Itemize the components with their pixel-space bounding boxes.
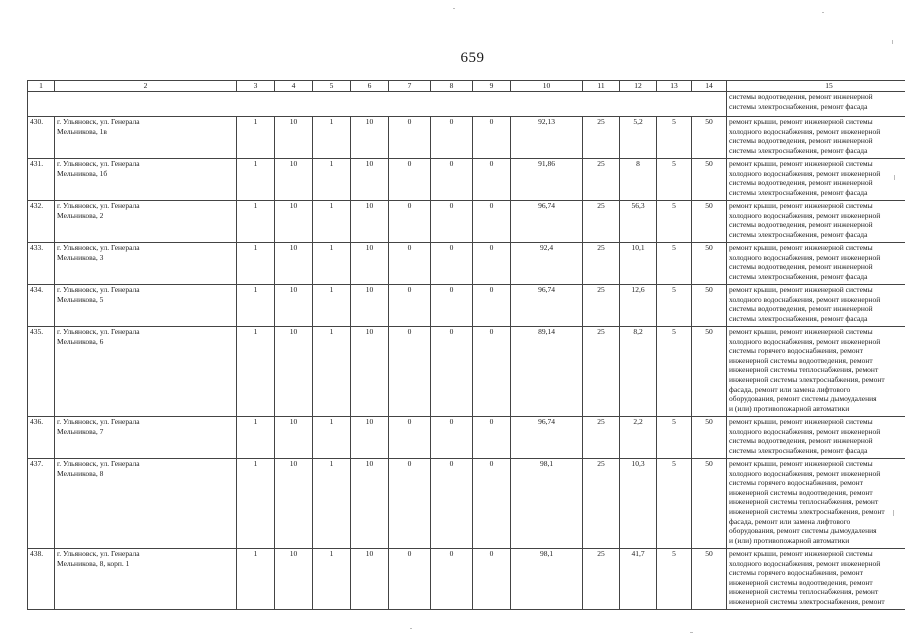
value-c6: 10 — [351, 549, 389, 610]
value-c11: 25 — [583, 417, 620, 459]
value-c8: 0 — [431, 327, 473, 417]
continuation-row — [28, 92, 905, 117]
value-c9: 0 — [473, 243, 511, 285]
continuation-line: системы электроснабжения, ремонт фасада — [729, 101, 868, 111]
works-line: инженерной системы водоотведения, ремонт — [729, 355, 873, 365]
value-c9: 0 — [473, 327, 511, 417]
value-c10: 96,74 — [511, 201, 583, 243]
table-row — [28, 117, 905, 159]
works-cell — [727, 243, 905, 285]
works-line: системы электроснабжения, ремонт фасада — [729, 187, 868, 197]
value-c4: 10 — [275, 417, 313, 459]
value-c14: 50 — [692, 117, 727, 159]
value-c14: 50 — [692, 459, 727, 549]
address-cell — [55, 201, 237, 243]
value-c14: 50 — [692, 417, 727, 459]
column-number-row — [28, 81, 905, 92]
value-c6: 10 — [351, 459, 389, 549]
column-number-15: 15 — [727, 81, 905, 92]
value-c12: 56,3 — [620, 201, 657, 243]
table-row — [28, 201, 905, 243]
value-c8: 0 — [431, 201, 473, 243]
scan-speck — [822, 12, 824, 13]
works-line: холодного водоснабжения, ремонт инженерной — [729, 210, 881, 220]
value-c9: 0 — [473, 159, 511, 201]
value-c11: 25 — [583, 243, 620, 285]
value-c7: 0 — [389, 549, 431, 610]
value-c6: 10 — [351, 159, 389, 201]
value-c14: 50 — [692, 285, 727, 327]
value-c7: 0 — [389, 417, 431, 459]
value-c12: 8,2 — [620, 327, 657, 417]
address-line: Мельникова, 5 — [57, 294, 104, 304]
works-line: инженерной системы электроснабжения, ремонт — [729, 596, 885, 606]
value-c3: 1 — [237, 327, 275, 417]
column-number-14: 14 — [692, 81, 727, 92]
address-cell — [55, 285, 237, 327]
address-line: г. Ульяновск, ул. Генерала — [57, 417, 140, 426]
value-c9: 0 — [473, 201, 511, 243]
works-line: ремонт крыши, ремонт инженерной системы — [729, 327, 873, 336]
value-c13: 5 — [657, 549, 692, 610]
value-c11: 25 — [583, 327, 620, 417]
value-c10: 92,13 — [511, 117, 583, 159]
works-line: холодного водоснабжения, ремонт инженерной — [729, 252, 881, 262]
scan-speck — [690, 632, 693, 633]
address-line: г. Ульяновск, ул. Генерала — [57, 117, 140, 126]
works-line: холодного водоснабжения, ремонт инженерной — [729, 558, 881, 568]
value-c3: 1 — [237, 549, 275, 610]
value-c12: 10,1 — [620, 243, 657, 285]
address-line: Мельникова, 1в — [57, 126, 107, 136]
value-c4: 10 — [275, 201, 313, 243]
value-c10: 92,4 — [511, 243, 583, 285]
value-c9: 0 — [473, 117, 511, 159]
value-c7: 0 — [389, 159, 431, 201]
value-c12: 12,6 — [620, 285, 657, 327]
value-c6: 10 — [351, 243, 389, 285]
value-c5: 1 — [313, 549, 351, 610]
value-c8: 0 — [431, 117, 473, 159]
value-c3: 1 — [237, 159, 275, 201]
column-number-4: 4 — [275, 81, 313, 92]
value-c8: 0 — [431, 243, 473, 285]
value-c13: 5 — [657, 459, 692, 549]
row-number: 438. — [28, 549, 55, 610]
works-line: системы водоотведения, ремонт инженерной — [729, 436, 873, 446]
works-cell — [727, 159, 905, 201]
address-cell — [55, 549, 237, 610]
value-c10: 98,1 — [511, 549, 583, 610]
works-line: инженерной системы электроснабжения, ремонт — [729, 506, 885, 516]
works-line: оборудования, ремонт системы дымоудаления — [729, 526, 877, 536]
address-line: г. Ульяновск, ул. Генерала — [57, 327, 140, 336]
works-line: ремонт крыши, ремонт инженерной системы — [729, 549, 873, 558]
value-c7: 0 — [389, 201, 431, 243]
table-row — [28, 327, 905, 417]
column-number-10: 10 — [511, 81, 583, 92]
value-c5: 1 — [313, 417, 351, 459]
value-c13: 5 — [657, 201, 692, 243]
works-cell — [727, 327, 905, 417]
value-c13: 5 — [657, 417, 692, 459]
value-c7: 0 — [389, 117, 431, 159]
value-c9: 0 — [473, 285, 511, 327]
column-number-2: 2 — [55, 81, 237, 92]
address-line: Мельникова, 7 — [57, 426, 104, 436]
address-cell — [55, 417, 237, 459]
value-c3: 1 — [237, 417, 275, 459]
value-c8: 0 — [431, 417, 473, 459]
works-line: ремонт крыши, ремонт инженерной системы — [729, 243, 873, 252]
works-cell — [727, 117, 905, 159]
works-line: холодного водоснабжения, ремонт инженерной — [729, 468, 881, 478]
value-c11: 25 — [583, 117, 620, 159]
value-c11: 25 — [583, 159, 620, 201]
works-line: системы электроснабжения, ремонт фасада — [729, 229, 868, 239]
value-c5: 1 — [313, 459, 351, 549]
works-line: фасада, ремонт или замена лифтового — [729, 516, 851, 526]
column-number-12: 12 — [620, 81, 657, 92]
address-line: Мельникова, 2 — [57, 210, 104, 220]
value-c7: 0 — [389, 459, 431, 549]
value-c8: 0 — [431, 459, 473, 549]
continuation-line: системы водоотведения, ремонт инженерной — [729, 92, 873, 101]
table-row — [28, 243, 905, 285]
value-c10: 89,14 — [511, 327, 583, 417]
value-c4: 10 — [275, 549, 313, 610]
value-c4: 10 — [275, 459, 313, 549]
works-line: инженерной системы теплоснабжения, ремонт — [729, 497, 879, 507]
value-c14: 50 — [692, 201, 727, 243]
works-line: ремонт крыши, ремонт инженерной системы — [729, 417, 873, 426]
works-cell — [727, 549, 905, 610]
column-number-9: 9 — [473, 81, 511, 92]
value-c14: 50 — [692, 549, 727, 610]
value-c8: 0 — [431, 159, 473, 201]
works-line: системы водоотведения, ремонт инженерной — [729, 304, 873, 314]
value-c6: 10 — [351, 327, 389, 417]
value-c3: 1 — [237, 459, 275, 549]
address-line: г. Ульяновск, ул. Генерала — [57, 243, 140, 252]
value-c11: 25 — [583, 285, 620, 327]
value-c13: 5 — [657, 243, 692, 285]
address-line: Мельникова, 3 — [57, 252, 104, 262]
works-line: системы горячего водоснабжения, ремонт — [729, 478, 863, 488]
works-line: системы водоотведения, ремонт инженерной — [729, 178, 873, 188]
column-number-8: 8 — [431, 81, 473, 92]
works-line: системы электроснабжения, ремонт фасада — [729, 271, 868, 281]
value-c5: 1 — [313, 285, 351, 327]
table-row — [28, 285, 905, 327]
scan-speck — [453, 8, 455, 9]
column-number-3: 3 — [237, 81, 275, 92]
value-c12: 8 — [620, 159, 657, 201]
works-line: ремонт крыши, ремонт инженерной системы — [729, 159, 873, 168]
address-line: Мельникова, 8 — [57, 468, 104, 478]
row-number: 430. — [28, 117, 55, 159]
value-c12: 41,7 — [620, 549, 657, 610]
value-c14: 50 — [692, 159, 727, 201]
value-c10: 96,74 — [511, 417, 583, 459]
value-c9: 0 — [473, 417, 511, 459]
value-c10: 91,86 — [511, 159, 583, 201]
table-row — [28, 417, 905, 459]
value-c7: 0 — [389, 285, 431, 327]
works-line: системы электроснабжения, ремонт фасада — [729, 445, 868, 455]
works-line: фасада, ремонт или замена лифтового — [729, 384, 851, 394]
scan-speck — [893, 510, 894, 516]
scan-speck — [892, 40, 893, 44]
address-cell — [55, 243, 237, 285]
address-cell — [55, 459, 237, 549]
value-c6: 10 — [351, 201, 389, 243]
value-c5: 1 — [313, 327, 351, 417]
works-cell — [727, 417, 905, 459]
works-line: инженерной системы электроснабжения, ремонт — [729, 374, 885, 384]
value-c13: 5 — [657, 159, 692, 201]
works-line: холодного водоснабжения, ремонт инженерной — [729, 168, 881, 178]
address-line: г. Ульяновск, ул. Генерала — [57, 159, 140, 168]
value-c10: 98,1 — [511, 459, 583, 549]
row-number: 437. — [28, 459, 55, 549]
value-c13: 5 — [657, 117, 692, 159]
value-c14: 50 — [692, 327, 727, 417]
address-line: Мельникова, 1б — [57, 168, 108, 178]
table-row — [28, 459, 905, 549]
scan-speck — [894, 175, 895, 180]
value-c4: 10 — [275, 159, 313, 201]
column-number-1: 1 — [28, 81, 55, 92]
row-number: 433. — [28, 243, 55, 285]
row-number: 435. — [28, 327, 55, 417]
column-number-13: 13 — [657, 81, 692, 92]
works-line: холодного водоснабжения, ремонт инженерной — [729, 126, 881, 136]
value-c13: 5 — [657, 285, 692, 327]
page-number: 659 — [460, 50, 485, 66]
works-line: ремонт крыши, ремонт инженерной системы — [729, 117, 873, 126]
works-line: системы электроснабжения, ремонт фасада — [729, 313, 868, 323]
works-cell — [727, 285, 905, 327]
works-line: инженерной системы водоотведения, ремонт — [729, 577, 873, 587]
value-c7: 0 — [389, 327, 431, 417]
works-cell — [727, 459, 905, 549]
value-c9: 0 — [473, 549, 511, 610]
row-number: 431. — [28, 159, 55, 201]
value-c5: 1 — [313, 201, 351, 243]
works-line: системы электроснабжения, ремонт фасада — [729, 145, 868, 155]
works-line: инженерной системы теплоснабжения, ремонт — [729, 587, 879, 597]
column-number-5: 5 — [313, 81, 351, 92]
value-c5: 1 — [313, 159, 351, 201]
value-c3: 1 — [237, 201, 275, 243]
row-number: 436. — [28, 417, 55, 459]
value-c3: 1 — [237, 285, 275, 327]
value-c14: 50 — [692, 243, 727, 285]
works-line: системы горячего водоснабжения, ремонт — [729, 346, 863, 356]
works-line: инженерной системы теплоснабжения, ремонт — [729, 365, 879, 375]
works-line: ремонт крыши, ремонт инженерной системы — [729, 285, 873, 294]
value-c6: 10 — [351, 117, 389, 159]
value-c5: 1 — [313, 117, 351, 159]
works-line: системы водоотведения, ремонт инженерной — [729, 136, 873, 146]
address-line: г. Ульяновск, ул. Генерала — [57, 201, 140, 210]
value-c7: 0 — [389, 243, 431, 285]
program-table — [27, 80, 905, 610]
address-cell — [55, 117, 237, 159]
table-row — [28, 159, 905, 201]
row-number: 432. — [28, 201, 55, 243]
works-line: системы водоотведения, ремонт инженерной — [729, 262, 873, 272]
works-line: ремонт крыши, ремонт инженерной системы — [729, 459, 873, 468]
value-c4: 10 — [275, 243, 313, 285]
value-c9: 0 — [473, 459, 511, 549]
value-c3: 1 — [237, 117, 275, 159]
address-line: г. Ульяновск, ул. Генерала — [57, 549, 140, 558]
value-c4: 10 — [275, 327, 313, 417]
value-c12: 10,3 — [620, 459, 657, 549]
value-c12: 5,2 — [620, 117, 657, 159]
works-line: оборудования, ремонт системы дымоудаления — [729, 394, 877, 404]
address-cell — [55, 327, 237, 417]
address-line: г. Ульяновск, ул. Генерала — [57, 459, 140, 468]
value-c11: 25 — [583, 201, 620, 243]
address-line: г. Ульяновск, ул. Генерала — [57, 285, 140, 294]
works-line: ремонт крыши, ремонт инженерной системы — [729, 201, 873, 210]
value-c11: 25 — [583, 549, 620, 610]
value-c10: 96,74 — [511, 285, 583, 327]
works-cell — [727, 201, 905, 243]
works-line: холодного водоснабжения, ремонт инженерной — [729, 294, 881, 304]
value-c6: 10 — [351, 417, 389, 459]
works-line: холодного водоснабжения, ремонт инженерной — [729, 426, 881, 436]
address-line: Мельникова, 6 — [57, 336, 104, 346]
value-c4: 10 — [275, 117, 313, 159]
works-line: и (или) противопожарной автоматики — [729, 403, 850, 413]
value-c8: 0 — [431, 285, 473, 327]
address-line: Мельникова, 8, корп. 1 — [57, 558, 130, 568]
works-line: и (или) противопожарной автоматики — [729, 535, 850, 545]
value-c12: 2,2 — [620, 417, 657, 459]
value-c4: 10 — [275, 285, 313, 327]
column-number-7: 7 — [389, 81, 431, 92]
works-line: системы водоотведения, ремонт инженерной — [729, 220, 873, 230]
scan-speck — [410, 628, 412, 629]
address-cell — [55, 159, 237, 201]
value-c8: 0 — [431, 549, 473, 610]
value-c6: 10 — [351, 285, 389, 327]
continuation-works-cell — [727, 92, 905, 117]
value-c11: 25 — [583, 459, 620, 549]
column-number-6: 6 — [351, 81, 389, 92]
works-line: системы горячего водоснабжения, ремонт — [729, 568, 863, 578]
table-row — [28, 549, 905, 610]
row-number: 434. — [28, 285, 55, 327]
works-line: инженерной системы водоотведения, ремонт — [729, 487, 873, 497]
works-line: холодного водоснабжения, ремонт инженерной — [729, 336, 881, 346]
value-c5: 1 — [313, 243, 351, 285]
value-c13: 5 — [657, 327, 692, 417]
value-c3: 1 — [237, 243, 275, 285]
column-number-11: 11 — [583, 81, 620, 92]
